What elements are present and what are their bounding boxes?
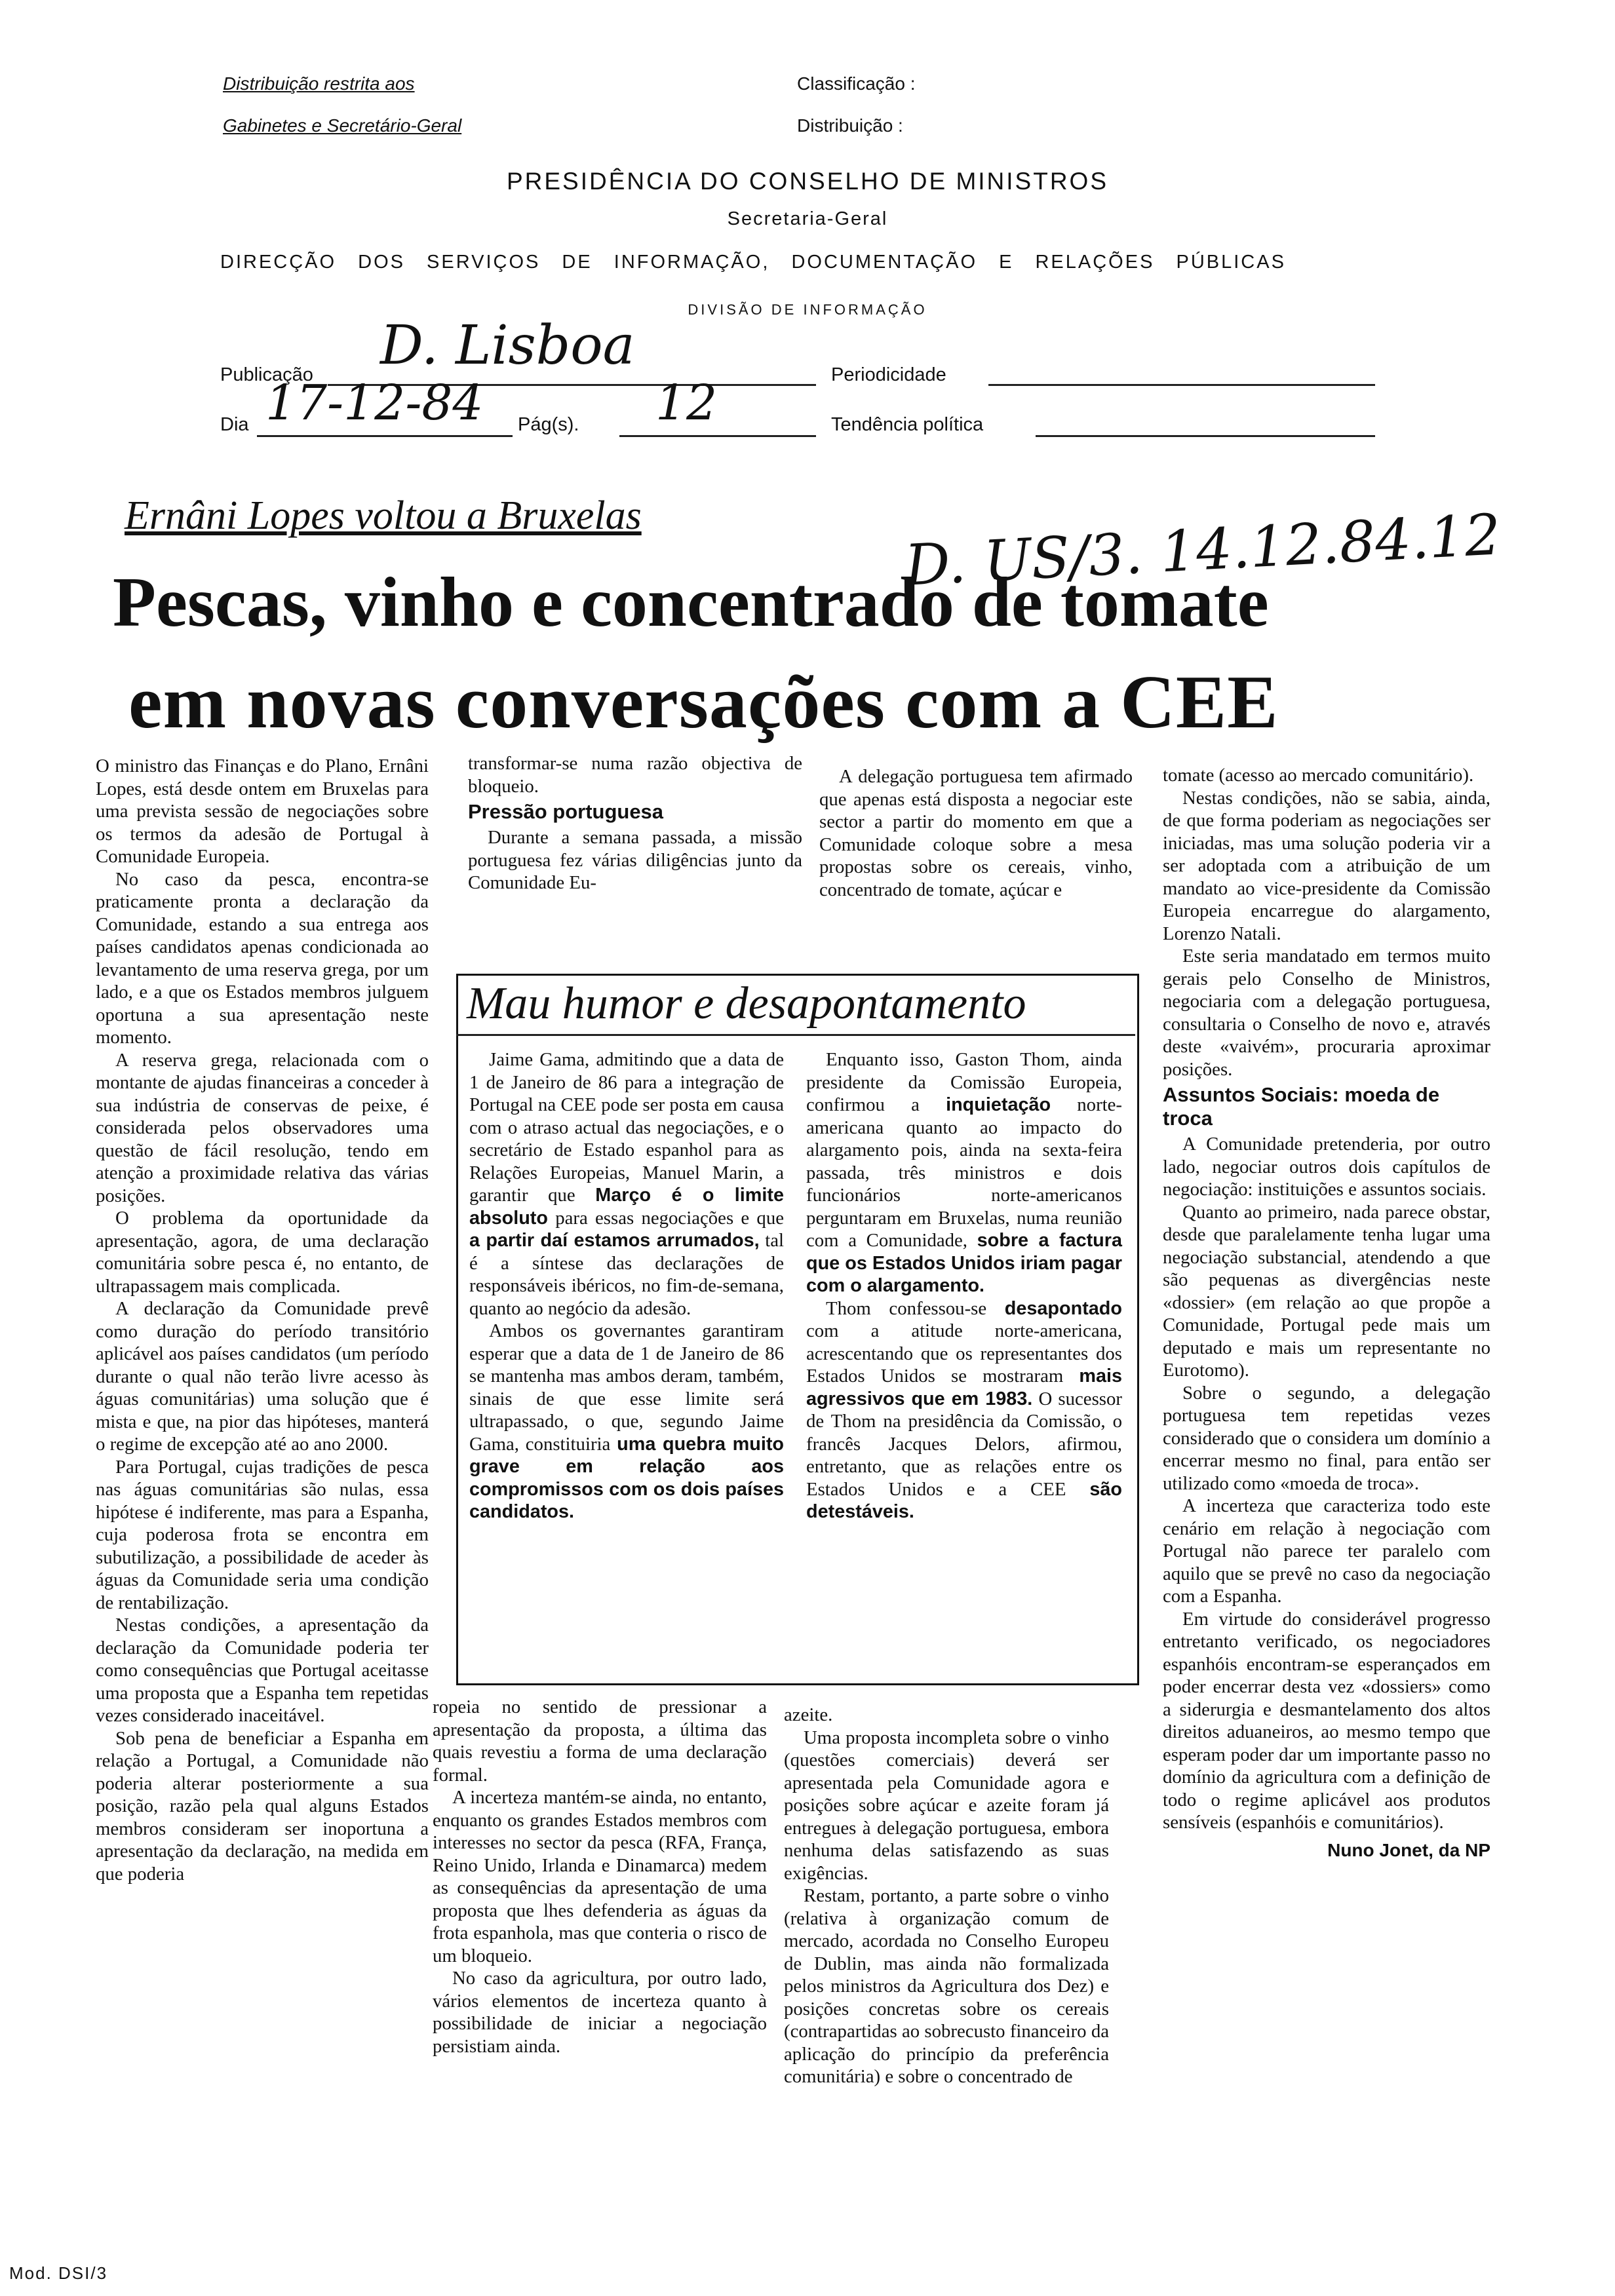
box-right-bold-4: mais agressivos que em 1983. [806,1366,1122,1409]
article-column-1 [96,755,429,1885]
publication-label: Publicação [220,364,313,385]
col3-bottom-paragraph-2: Uma proposta incompleta sobre o vinho (questões comerciais) deverá ser apresentada pela Comunidade agora e posições sobre açúcar e azeite foram já entregues à delegação portuguesa, embora nenhuma delas satisfazendo as suas exigências. [784,1727,1109,1884]
direccao-line: DIRECÇÃO DOS SERVIÇOS DE INFORMAÇÃO, DOCUMENTAÇÃO E RELAÇÕES PÚBLICAS [220,252,1286,273]
col1-paragraph-3: A reserva grega, relacionada com o montante de ajudas financeiras a conceder à sua indústria de conservas de peixe, é considerada pelos observadores uma questão de fácil resolução, tendo em atenção a proximidade relativa das várias posições. [96,1049,429,1206]
article-column-2-top [468,752,802,894]
col1-paragraph-6: Para Portugal, cujas tradições de pesca nas águas comunitárias são nulas, essa hipótese é indiferente, mas para a Espanha, cuja poderosa frota se encontra em subutilização, a possibilidade de aceder às águas da Comunidade seria uma condição de rentabilização. [96,1456,429,1613]
col3-bottom-paragraph-3: Restam, portanto, a parte sobre o vinho (relativa à organização comum de mercado, acordada no Conselho Europeu de Dublin, mas ainda não formalizada pelos ministros da Agricultura dos Dez) e posições concretas sobre os cereais (contrapartidas ao sobrecusto financeiro da aplicação do princípio da preferência comunitária) e sobre o concentrado de [784,1885,1109,2087]
box-right-bold-5: são detestáveis. [806,1478,1123,1522]
pages-label: Pág(s). [518,414,579,435]
restricted-distribution-line1: Distribuição restrita aos [223,73,415,94]
col3-bottom-paragraph-1: azeite. [784,1704,833,1725]
col4-paragraph-4: A Comunidade pretenderia, por outro lado, negociar outros dois capítulos de negociação: instituições e assuntos sociais. [1163,1134,1490,1200]
box-left-text-1c: tal é a síntese das declarações de responsáveis ibéricos, no fim-de-semana, quanto ao negócio da adesão. [469,1230,785,1319]
subhead-assuntos-sociais: Assuntos Sociais: moeda de troca [1163,1083,1440,1130]
article-author: Nuno Jonet, da NP [1327,1839,1490,1860]
col4-paragraph-6: Sobre o segundo, a delegação portuguesa tem repetidas vezes considerado que o considera um domínio a encerrar mesmo no final, para então ser utilizado como «moeda de troca». [1163,1382,1490,1494]
box-right-bold-2: sobre a factura que os Estados Unidos iriam pagar com o alargamento. [806,1230,1122,1296]
col1-paragraph-7: Nestas condições, a apresentação da declaração da Comunidade poderia ter como consequências que Portugal aceitasse uma proposta que a Espanha tem repetidas vezes considerado inaceitável. [96,1615,429,1726]
article-title-line2: em novas conversações com a CEE [128,660,1279,744]
form-model-code: Mod. DSI/3 [9,2263,108,2283]
box-left-bold-2: a partir daí estamos arrumados, [469,1230,760,1251]
box-left-text-1b: para essas negociações e que [555,1207,784,1229]
tendency-label: Tendência política [831,414,984,435]
article-column-2-bottom [433,1696,767,2057]
box-right-bold-1: inquietação [946,1094,1051,1115]
col3-top-paragraph-1: A delegação portuguesa tem afirmado que apenas está disposta a negociar este sector a partir do momento em que a Comunidade coloque sobre a mesa propostas sobre os cereais, vinho, concentrado de tomate, açúcar e [819,766,1133,900]
col1-paragraph-4: O problema da oportunidade da apresentação, agora, de uma declaração comunitária sobre pesca é, no entanto, de ultrapassagem mais complicada. [96,1208,429,1297]
day-label: Dia [220,414,249,435]
box-right-text-2c: O sucessor de Thom na presidência da Comissão, o francês Jacques Delors, afirmou, entretanto, que as relações entre os Estados Unidos e a CEE [806,1388,1122,1500]
distribution-label: Distribuição : [797,115,903,136]
col4-paragraph-3: Este seria mandatado em termos muito gerais pelo Conselho de Ministros, negociaria com a delegação portuguesa, consultaria o Conselho de novo e, através deste «vaivém», procuraria aproximar posições. [1163,946,1490,1080]
day-handwritten: 17-12-84 [265,375,484,431]
sidebar-box-title-rule [456,1034,1135,1036]
box-left-bold-1: Março é o limite absoluto [469,1185,784,1229]
secretaria-geral: Secretaria-Geral [727,208,888,229]
box-right-text-2: Thom confessou-se [826,1297,987,1319]
box-right-text-1: Enquanto isso, Gaston Thom, ainda presidente da Comissão Europeia, confirmou a [806,1049,1122,1115]
col4-paragraph-7: A incerteza que caracteriza todo este cenário em relação à negociação com Portugal não parece ter paralelo com aquilo que se prevê no caso da negociação com a Espanha. [1163,1495,1490,1607]
publication-handwritten: D. Lisboa [380,315,635,377]
sidebar-box-title: Mau humor e desapontamento [467,978,1026,1029]
col4-paragraph-1: tomate (acesso ao mercado comunitário). [1163,765,1474,786]
sidebar-box-right-column [806,1048,1122,1523]
article-title-line1: Pescas, vinho e concentrado de tomate [113,564,1269,641]
col1-paragraph-5: A declaração da Comunidade prevê como duração do período transitório aplicável aos países candidatos (um período durante o qual não terão livre acesso às águas comunitárias) uma solução que é mista e que, na pior das hipóteses, manterá o regime de excepção até ao ano 2000. [96,1298,429,1455]
box-left-text-1: Jaime Gama, admitindo que a data de 1 de Janeiro de 86 para a integração de Portugal na CEE pode ser posta em causa com o atraso actual das negociações, e o secretário de Estado espanhol para as Relações Europeias, Manuel Marin, a garantir que [469,1049,784,1206]
col2-top-paragraph-2: Durante a semana passada, a missão portuguesa fez várias diligências junto da Comunidade Eu- [468,827,802,893]
col2-bottom-paragraph-1: ropeia no sentido de pressionar a apresentação da proposta, a última das quais revestiu a forma de uma declaração formal. [433,1696,767,1786]
restricted-distribution-line2: Gabinetes e Secretário-Geral [223,115,462,136]
col2-top-paragraph-1: transformar-se numa razão objectiva de bloqueio. [468,753,802,797]
day-line [257,435,513,437]
article-column-3-top [819,765,1133,901]
pages-line [619,435,816,437]
box-right-text-2b: com a atitude norte-americana, acrescentando que os representantes dos Estados Unidos se mostraram [806,1320,1122,1387]
classification-label: Classificação : [797,73,916,94]
box-left-text-2: Ambos os governantes garantiram esperar que a data de 1 de Janeiro de 86 se mantenha mas ambos deram, também, sinais de que esse limite será ultrapassado, o que, segundo Jaime Gama, constituiria [469,1320,784,1455]
col1-paragraph-8: Sob pena de beneficiar a Espanha em relação a Portugal, a Comunidade não poderia alterar posteriormente a sua posição, razão pela qual alguns Estados membros consideram ser inoportuna a apresentação da declaração, na medida em que poderia [96,1727,429,1885]
col2-bottom-paragraph-2: A incerteza mantém-se ainda, no entanto, enquanto os grandes Estados membros com interesses no sector da pesca (RFA, França, Reino Unido, Irlanda e Dinamarca) medem as consequências da apresentação de uma proposta que lhes defenderia as águas da frota espanhola, mas que conteria o risco de um bloqueio. [433,1787,767,1966]
article-column-4 [1163,764,1490,1862]
col4-paragraph-5: Quanto ao primeiro, nada parece obstar, desde que paralelamente tenha lugar uma negociação substancial, atendendo a que são pequenas as divergências neste «dossier» (em relação ao que propõe a Comunidade, Portugal pede mais um deputado e mais um representante no Eurotomo). [1163,1201,1490,1381]
box-left-bold-3: uma quebra muito grave em relação aos compromissos com os dois países candidatos. [469,1433,785,1522]
col2-bottom-paragraph-3: No caso da agricultura, por outro lado, vários elementos de incerteza quanto à possibilidade de iniciar a negociação persistiam ainda. [433,1968,767,2057]
article-column-3-bottom [784,1704,1109,2088]
presidencia-title: PRESIDÊNCIA DO CONSELHO DE MINISTROS [506,168,1109,195]
col4-paragraph-8: Em virtude do considerável progresso entretanto verificado, os negociadores espanhóis encontram-se esperançados em poder encerrar desta vez «dossiers» como a siderurgia e desmantelamento dos altos direitos aduaneiros, ao mesmo tempo que esperam poder dar um importante passo no domínio da agricultura com a definição de todo o regime aplicável aos produtos sensíveis (espanhóis e comunitários). [1163,1608,1490,1833]
divisao-informacao: DIVISÃO DE INFORMAÇÃO [688,301,927,318]
box-right-text-1b: norte-americana quanto ao impacto do alargamento pois, ainda na sexta-feira passada, três ministros e dois funcionários norte-americanos perguntaram em Bruxelas, numa reunião com a Comunidade, [806,1094,1123,1251]
col4-paragraph-2: Nestas condições, não se sabia, ainda, de que forma poderiam as negociações ser iniciadas, mas uma solução poderia vir a ser adoptada com a atribuição de um mandato ao vice-presidente da Comissão Europeia encarregue do alargamento, Lorenzo Natali. [1163,787,1490,944]
periodicity-line [988,384,1375,386]
article-kicker: Ernâni Lopes voltou a Bruxelas [125,493,642,538]
col1-paragraph-1: O ministro das Finanças e do Plano, Ernâni Lopes, está desde ontem em Bruxelas para uma prevista sessão de negociações sobre os termos da adesão de Portugal à Comunidade Europeia. [96,756,429,867]
periodicity-label: Periodicidade [831,364,946,385]
subhead-pressao-portuguesa: Pressão portuguesa [468,800,664,823]
col1-paragraph-2: No caso da pesca, encontra-se praticamente pronta a declaração da Comunidade, estando a sua entrega aos países candidatos apenas condicionada ao levantamento de uma reserva grega, por um lado, e a que os Estados membros julguem oportuna a sua apresentação neste momento. [96,868,429,1048]
box-right-bold-3: desapontado [1004,1297,1122,1319]
pages-handwritten: 12 [655,375,718,431]
tendency-line [1036,435,1375,437]
sidebar-box-left-column [469,1048,784,1523]
handwritten-reference-note: D. US/3. 14.12.84.12 [903,502,1503,599]
